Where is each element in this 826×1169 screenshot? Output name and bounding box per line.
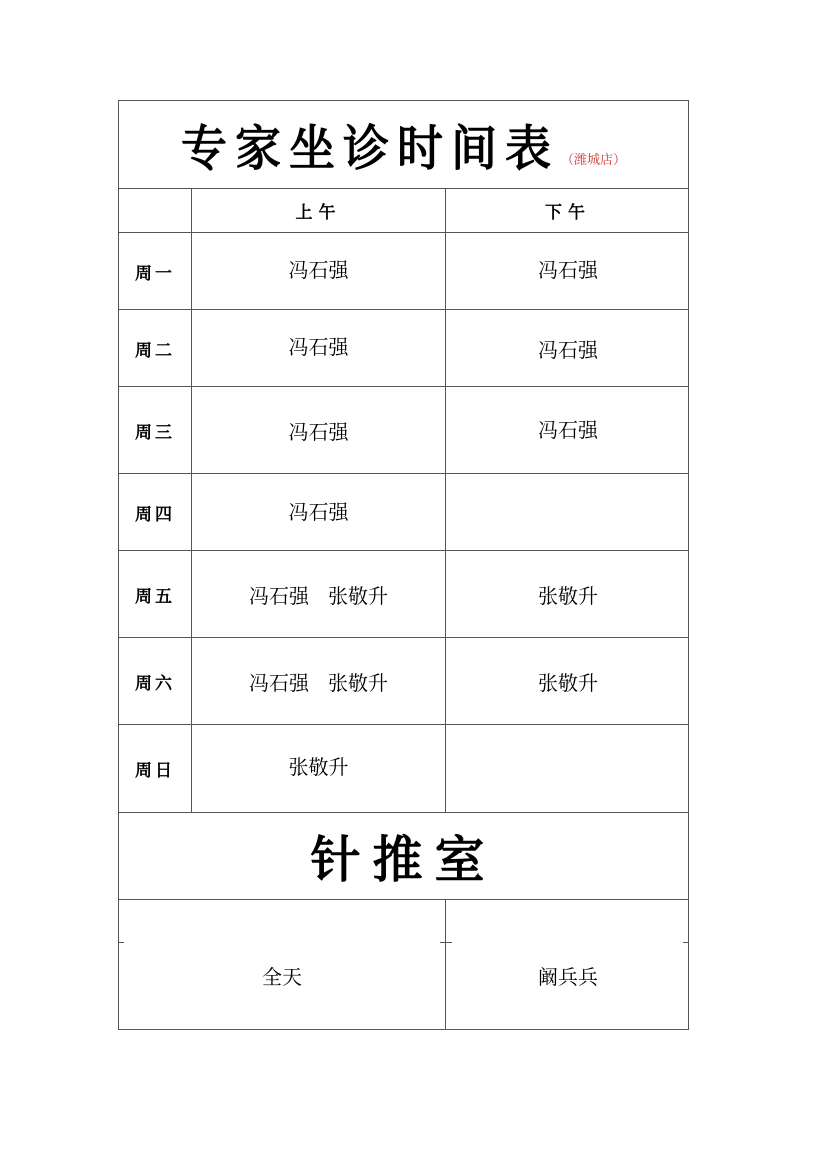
- pm-doctor: 张敬升: [538, 670, 598, 695]
- acupuncture-doctor: 阚兵兵: [538, 965, 598, 989]
- day-label: 周三: [119, 387, 192, 473]
- pm-doctor: 冯石强: [538, 337, 598, 362]
- pm-doctor: [446, 474, 690, 550]
- am-doctor: 冯石强: [192, 387, 446, 473]
- day-label: 周一: [119, 233, 192, 309]
- table-row: [119, 233, 688, 310]
- day-label: 周五: [119, 551, 192, 637]
- table-row: [119, 638, 688, 725]
- border-tick: [440, 942, 452, 943]
- am-doctor: 冯石强: [192, 233, 446, 309]
- pm-doctor: 冯石强: [538, 257, 598, 282]
- section-title: 针推室: [310, 830, 497, 889]
- am-doctor: 冯石强 张敬升: [192, 638, 446, 724]
- pm-doctor: 冯石强: [538, 417, 598, 442]
- am-doctor: 冯石强: [192, 310, 446, 386]
- title-row: [119, 101, 688, 189]
- acupuncture-row: [119, 900, 688, 1029]
- day-label: 周日: [119, 725, 192, 812]
- header-morning: 上午: [192, 189, 446, 232]
- border-tick: [683, 942, 689, 943]
- day-label: 周四: [119, 474, 192, 550]
- page-title: 专家坐诊时间表: [180, 119, 559, 176]
- am-doctor: 张敬升: [192, 725, 446, 812]
- day-label: 周二: [119, 310, 192, 386]
- store-subtitle: （潍城店）: [560, 153, 626, 168]
- table-row: [119, 310, 688, 387]
- am-doctor: 冯石强: [192, 474, 446, 550]
- schedule-table: [118, 100, 689, 1030]
- table-row: [119, 474, 688, 551]
- pm-doctor: 张敬升: [538, 583, 598, 608]
- table-row: [119, 387, 688, 474]
- table-row: [119, 551, 688, 638]
- acupuncture-time: 全天: [119, 900, 446, 1029]
- header-blank-cell: [119, 189, 192, 232]
- border-tick: [118, 942, 124, 943]
- header-afternoon: 下午: [545, 203, 591, 223]
- pm-doctor: [446, 725, 690, 812]
- am-doctor: 冯石强 张敬升: [192, 551, 446, 637]
- day-label: 周六: [119, 638, 192, 724]
- section-title-row: [119, 813, 688, 900]
- column-header-row: [119, 189, 688, 233]
- table-row: [119, 725, 688, 813]
